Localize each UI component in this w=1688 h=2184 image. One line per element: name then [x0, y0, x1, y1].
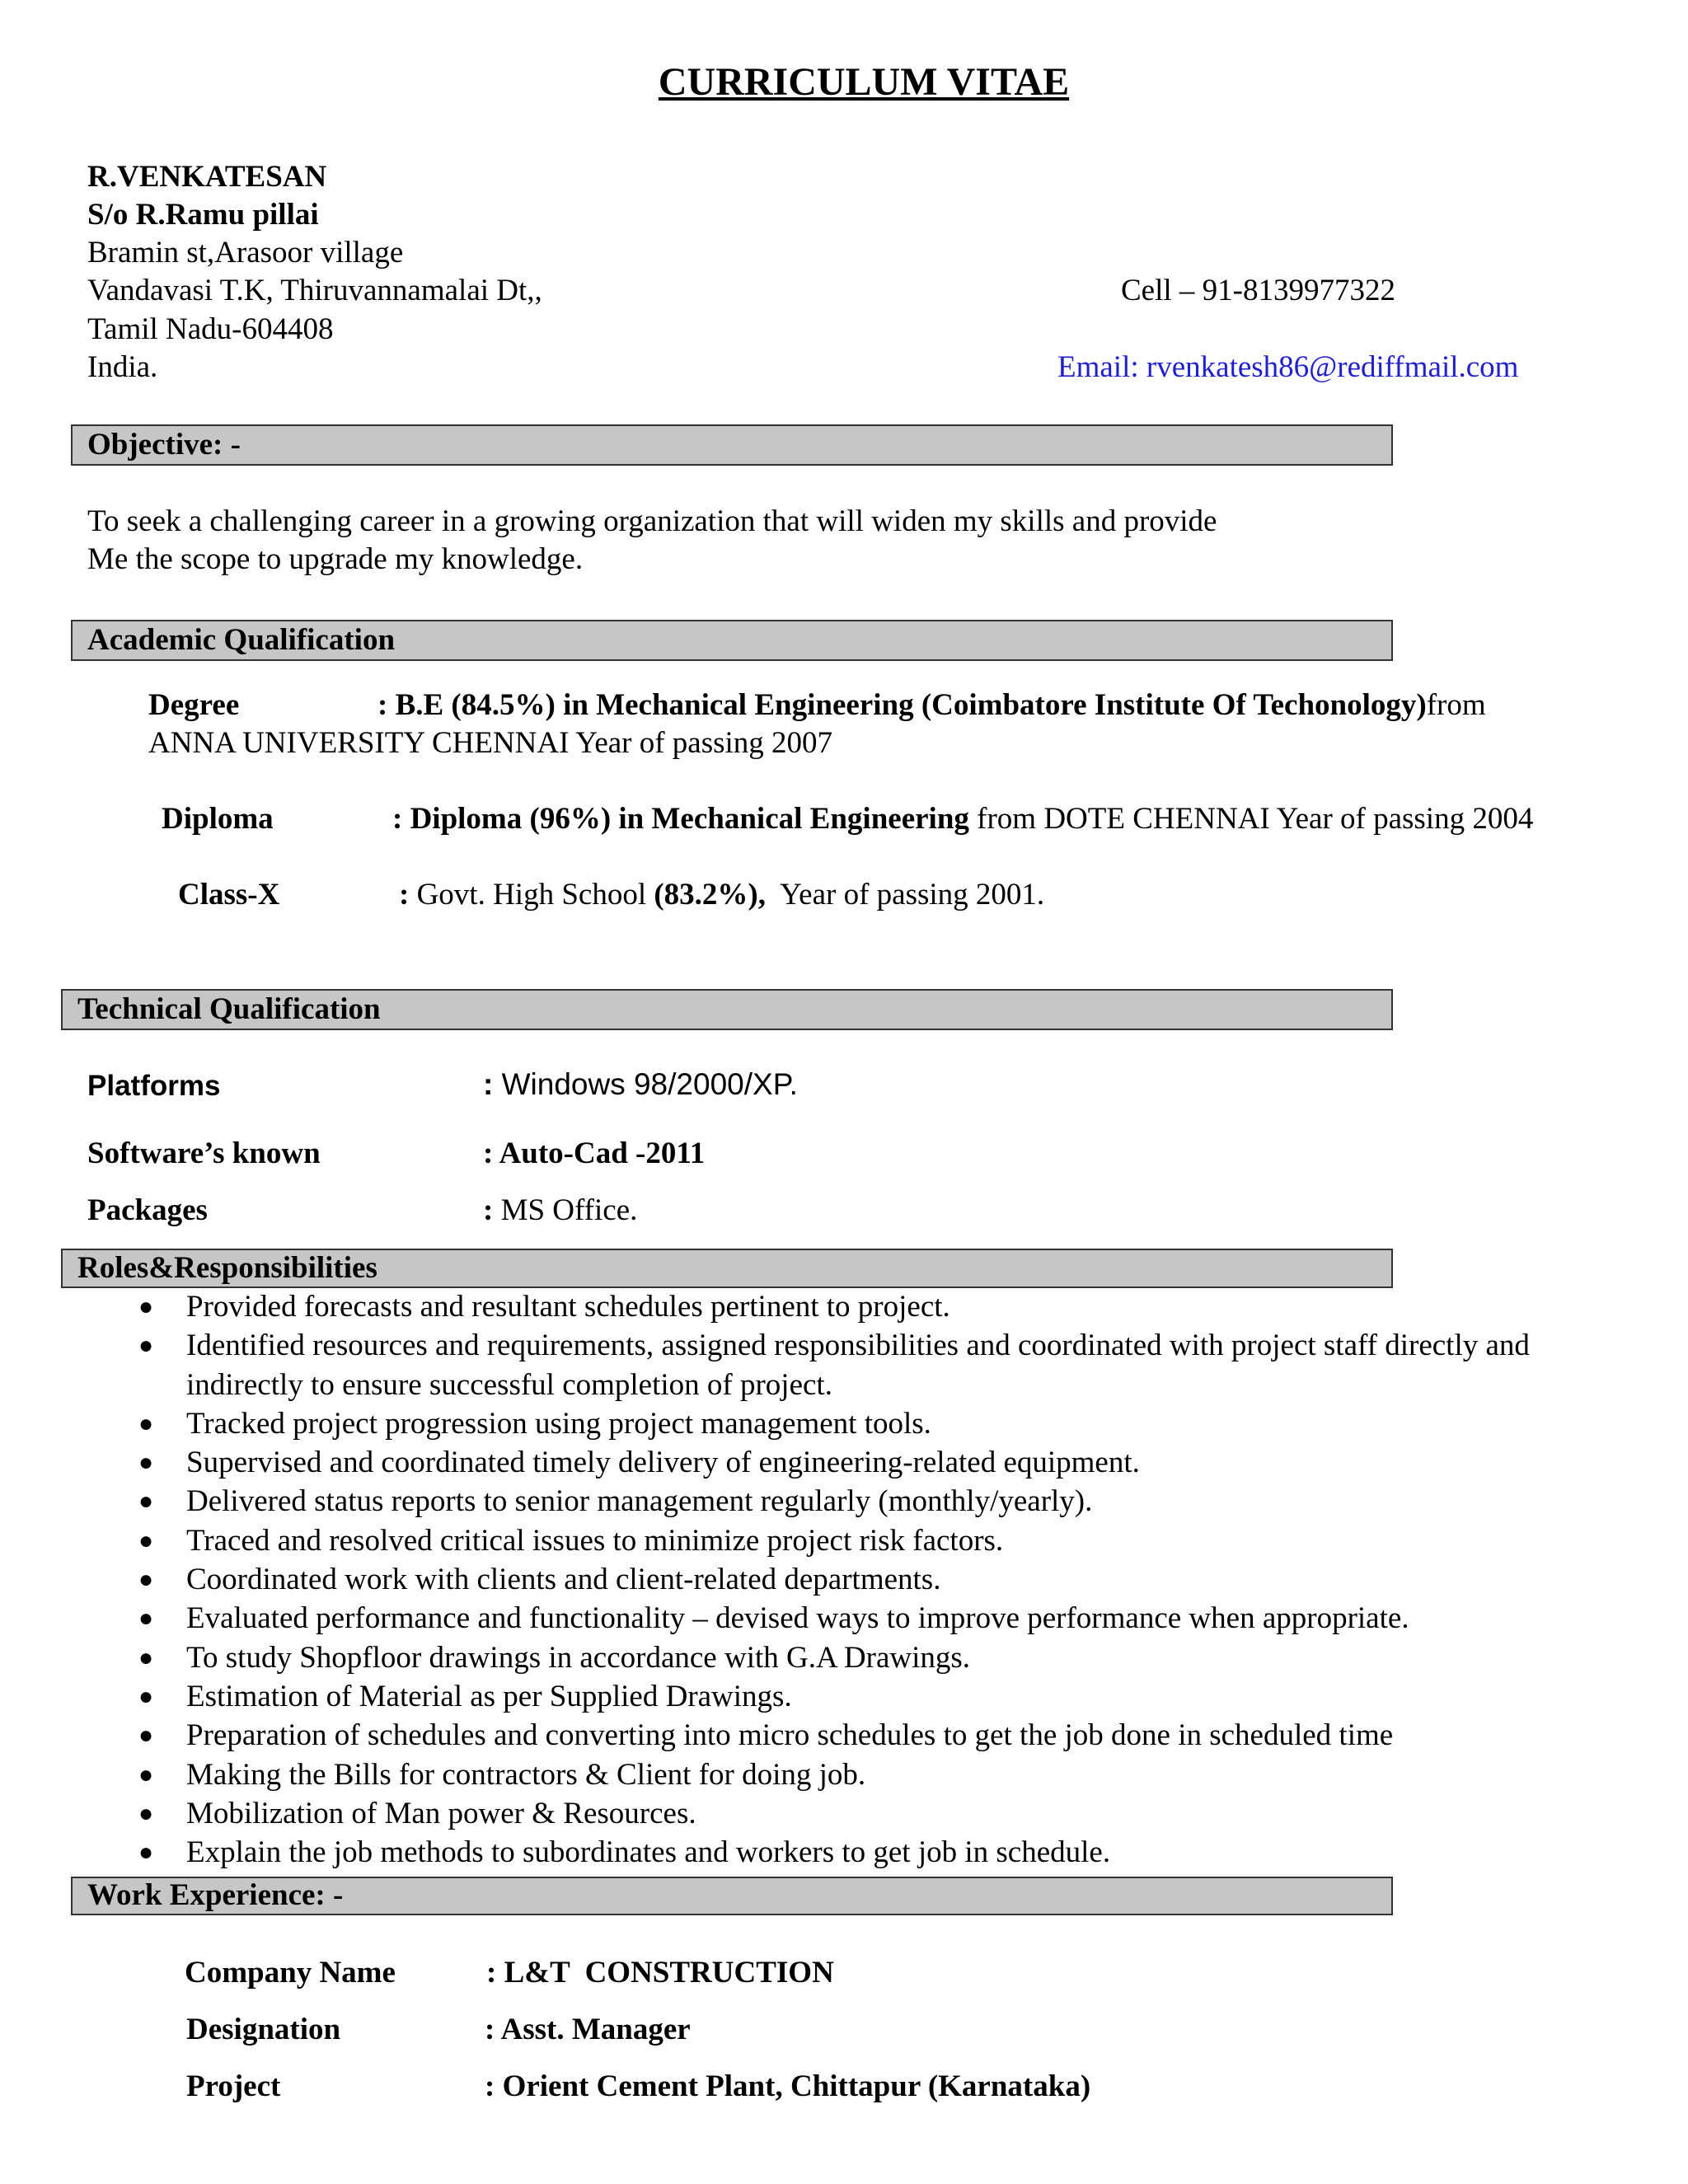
platforms-label: Platforms [87, 1070, 221, 1102]
classx-colon: : [399, 878, 417, 912]
list-item: ● To study Shopfloor drawings in accordance with G.A Drawings. [99, 1638, 1648, 1677]
list-item: ● Coordinated work with clients and client-related departments. [99, 1560, 1648, 1599]
list-item: ● Identified resources and requirements, assigned responsibilities and coordinated with project staff directly and indirectly to ensure successful completion of project. [99, 1326, 1648, 1404]
project-label: Project [186, 2069, 281, 2103]
bullet-icon: ● [138, 1605, 154, 1633]
classx-detail [399, 876, 1044, 914]
degree-label: Degree [148, 688, 240, 722]
roles-heading: Roles&Responsibilities [77, 1251, 377, 1285]
address-line-4: India. [87, 350, 158, 384]
list-item: ● Explain the job methods to subordinates and workers to get job in schedule. [99, 1833, 1648, 1872]
objective-line-1: To seek a challenging career in a growing organization that will widen my skills and provide [87, 504, 1217, 538]
technical-heading: Technical Qualification [77, 992, 381, 1026]
bullet-icon: ● [138, 1409, 154, 1437]
list-item: ● Mobilization of Man power & Resources. [99, 1794, 1648, 1833]
classx-year: Year of passing 2001. [766, 878, 1045, 912]
company-label: Company Name [185, 1956, 396, 1990]
email-line [1057, 349, 1518, 387]
software-label: Software’s known [87, 1137, 321, 1170]
packages-detail [483, 1192, 637, 1230]
classx-school: Govt. High School [416, 878, 654, 912]
diploma-detail-rest: from DOTE CHENNAI Year of passing 2004 [968, 802, 1534, 836]
bullet-icon: ● [138, 1566, 154, 1594]
platforms-value: Windows 98/2000/XP. [493, 1067, 798, 1101]
classx-percentage: (83.2%), [654, 878, 767, 912]
diploma-detail [392, 800, 1533, 838]
designation-label: Designation [186, 2013, 341, 2046]
list-item: ● Evaluated performance and functionality – devised ways to improve performance when appropriate. [99, 1599, 1648, 1638]
academic-heading: Academic Qualification [87, 623, 396, 657]
platforms-colon: : [483, 1067, 494, 1101]
diploma-detail-bold: : Diploma (96%) in Mechanical Engineering [392, 802, 969, 836]
work-heading: Work Experience: - [87, 1878, 344, 1912]
platforms-detail [483, 1066, 798, 1104]
bullet-icon: ● [138, 1722, 154, 1750]
bullet-icon: ● [138, 1760, 154, 1788]
address-line-2: Vandavasi T.K, Thiruvannamalai Dt,, [87, 274, 542, 307]
objective-heading: Objective: - [87, 428, 241, 462]
bullet-icon: ● [138, 1682, 154, 1710]
packages-value: MS Office. [500, 1193, 638, 1227]
bullet-icon: ● [138, 1332, 154, 1360]
project-value: : Orient Cement Plant, Chittapur (Karnataka) [485, 2069, 1091, 2103]
list-item: ● Tracked project progression using project management tools. [99, 1404, 1648, 1443]
candidate-name: R.VENKATESAN [87, 160, 327, 194]
bullet-icon: ● [138, 1488, 154, 1516]
roles-list [99, 1287, 1648, 1872]
packages-colon: : [483, 1193, 501, 1227]
list-item: ● Traced and resolved critical issues to minimize project risk factors. [99, 1521, 1648, 1560]
bullet-icon: ● [138, 1799, 154, 1827]
document-title: CURRICULUM VITAE [658, 60, 1070, 104]
software-value: : Auto-Cad -2011 [483, 1137, 706, 1170]
address-line-3: Tamil Nadu-604408 [87, 312, 334, 346]
degree-detail-bold: : B.E (84.5%) in Mechanical Engineering (Coimbatore Institute Of Techonology) [377, 688, 1427, 722]
email-label: Email: [1057, 350, 1139, 384]
bullet-icon: ● [138, 1293, 154, 1320]
list-item: ● Preparation of schedules and converting into micro schedules to get the job done in scheduled time [99, 1716, 1648, 1755]
email-address[interactable]: rvenkatesh86@rediffmail.com [1146, 350, 1519, 384]
cell-number: Cell – 91-8139977322 [1121, 274, 1395, 307]
degree-detail-line-2: ANNA UNIVERSITY CHENNAI Year of passing 2007 [148, 726, 833, 760]
list-item: ● Provided forecasts and resultant schedules pertinent to project. [99, 1287, 1648, 1326]
degree-detail-rest: from [1426, 688, 1486, 722]
bullet-icon: ● [138, 1526, 154, 1554]
company-value: : L&T CONSTRUCTION [486, 1956, 834, 1990]
designation-value: : Asst. Manager [485, 2013, 691, 2046]
list-item: ● Making the Bills for contractors & Client for doing job. [99, 1755, 1648, 1794]
degree-detail [377, 687, 1486, 724]
list-item: ● Supervised and coordinated timely delivery of engineering-related equipment. [99, 1443, 1648, 1482]
objective-section-bar [71, 424, 1393, 466]
list-item: ● Delivered status reports to senior management regularly (monthly/yearly). [99, 1482, 1648, 1521]
classx-label: Class-X [178, 878, 280, 912]
list-item: ● Estimation of Material as per Supplied Drawings. [99, 1677, 1648, 1716]
objective-line-2: Me the scope to upgrade my knowledge. [87, 542, 584, 576]
packages-label: Packages [87, 1193, 208, 1227]
bullet-icon: ● [138, 1449, 154, 1477]
bullet-icon: ● [138, 1643, 154, 1671]
bullet-icon: ● [138, 1839, 154, 1867]
address-line-1: Bramin st,Arasoor village [87, 236, 404, 269]
diploma-label: Diploma [162, 802, 274, 836]
father-name: S/o R.Ramu pillai [87, 198, 319, 232]
